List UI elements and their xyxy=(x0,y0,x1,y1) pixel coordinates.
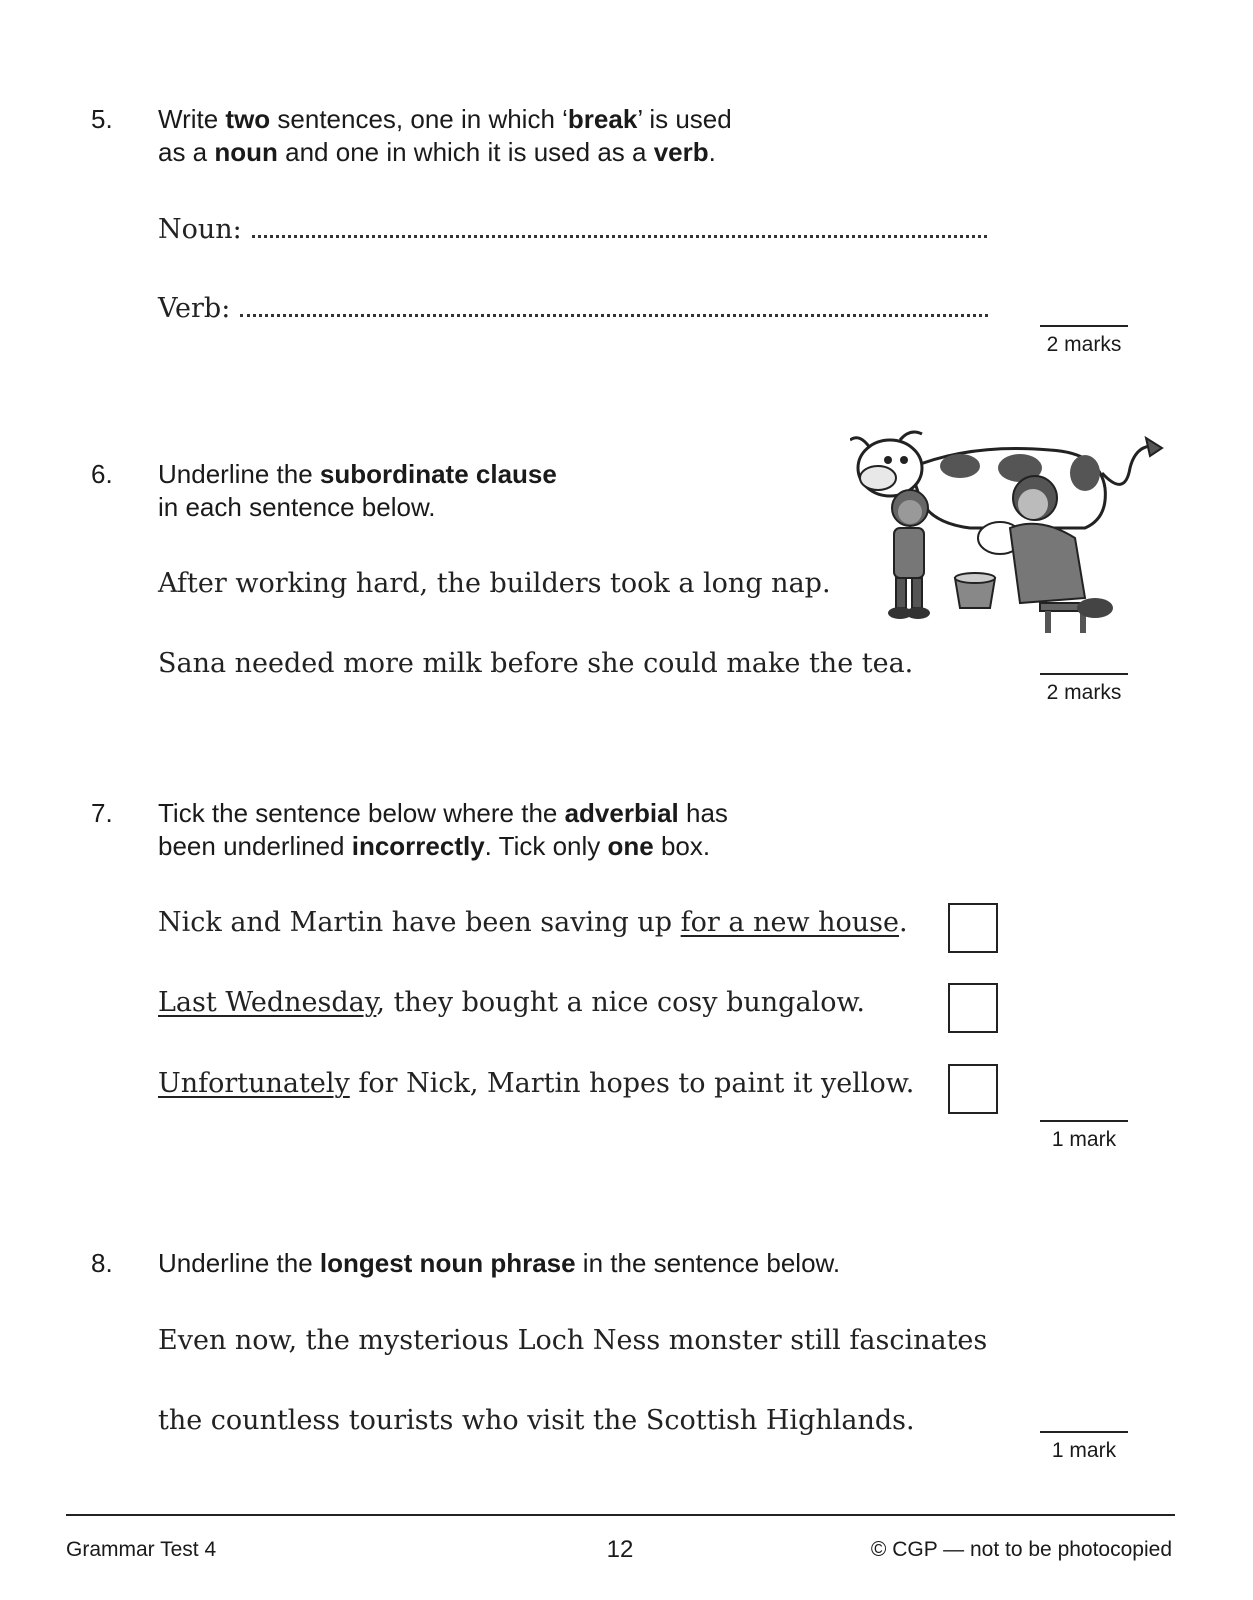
question-6-text xyxy=(158,458,557,524)
q8-sentence-line-1[interactable]: Even now, the mysterious Loch Ness monster still fascinates xyxy=(158,1325,988,1356)
q7-tick-box-3[interactable] xyxy=(948,1064,998,1114)
question-8-number: 8. xyxy=(91,1248,113,1278)
question-5-text xyxy=(158,103,732,169)
question-6-line-1: Underline the subordinate clause xyxy=(158,459,557,489)
footer-copyright: © CGP — not to be photocopied xyxy=(870,1538,1172,1561)
q8-mark-line xyxy=(1040,1431,1128,1433)
noun-label: Noun: xyxy=(158,214,242,245)
question-7-text xyxy=(158,797,728,863)
q5-mark-line xyxy=(1040,325,1128,327)
question-7-line-2: been underlined incorrectly. Tick only one box. xyxy=(158,831,711,861)
page-number: 12 xyxy=(606,1536,634,1563)
question-6-number: 6. xyxy=(91,459,113,489)
question-7-line-1: Tick the sentence below where the adverbial has xyxy=(158,798,728,828)
q6-sentence-2[interactable]: Sana needed more milk before she could make the tea. xyxy=(158,648,914,679)
question-6-line-2: in each sentence below. xyxy=(158,492,436,522)
noun-answer-row xyxy=(158,214,987,245)
question-5-number: 5. xyxy=(91,104,113,134)
q7-option-3: Unfortunately for Nick, Martin hopes to paint it yellow. xyxy=(158,1068,915,1099)
question-8-line-1: Underline the longest noun phrase in the sentence below. xyxy=(158,1248,841,1278)
footer-test-name: Grammar Test 4 xyxy=(66,1538,217,1561)
q7-tick-box-2[interactable] xyxy=(948,983,998,1033)
q5-marks: 2 marks xyxy=(1046,333,1122,356)
question-7-number: 7. xyxy=(91,798,113,828)
verb-answer-line[interactable] xyxy=(240,314,988,317)
q7-option-1: Nick and Martin have been saving up for a new house. xyxy=(158,907,908,938)
q8-marks: 1 mark xyxy=(1051,1439,1117,1462)
q6-mark-line xyxy=(1040,673,1128,675)
verb-answer-row xyxy=(158,293,988,324)
q7-marks: 1 mark xyxy=(1051,1128,1117,1151)
question-5-line-1: Write two sentences, one in which ‘break’ is used xyxy=(158,104,732,134)
q6-marks: 2 marks xyxy=(1046,681,1122,704)
cow-milking-illustration xyxy=(850,428,1175,643)
q7-tick-box-1[interactable] xyxy=(948,903,998,953)
q7-option-2: Last Wednesday, they bought a nice cosy bungalow. xyxy=(158,987,865,1018)
question-8-text xyxy=(158,1247,840,1280)
q6-sentence-1[interactable]: After working hard, the builders took a long nap. xyxy=(158,568,831,599)
q8-sentence-line-2[interactable]: the countless tourists who visit the Scottish Highlands. xyxy=(158,1405,915,1436)
noun-answer-line[interactable] xyxy=(252,235,987,238)
footer-divider xyxy=(66,1514,1175,1516)
q7-mark-line xyxy=(1040,1120,1128,1122)
question-5-line-2: as a noun and one in which it is used as a verb. xyxy=(158,137,716,167)
verb-label: Verb: xyxy=(158,293,231,324)
